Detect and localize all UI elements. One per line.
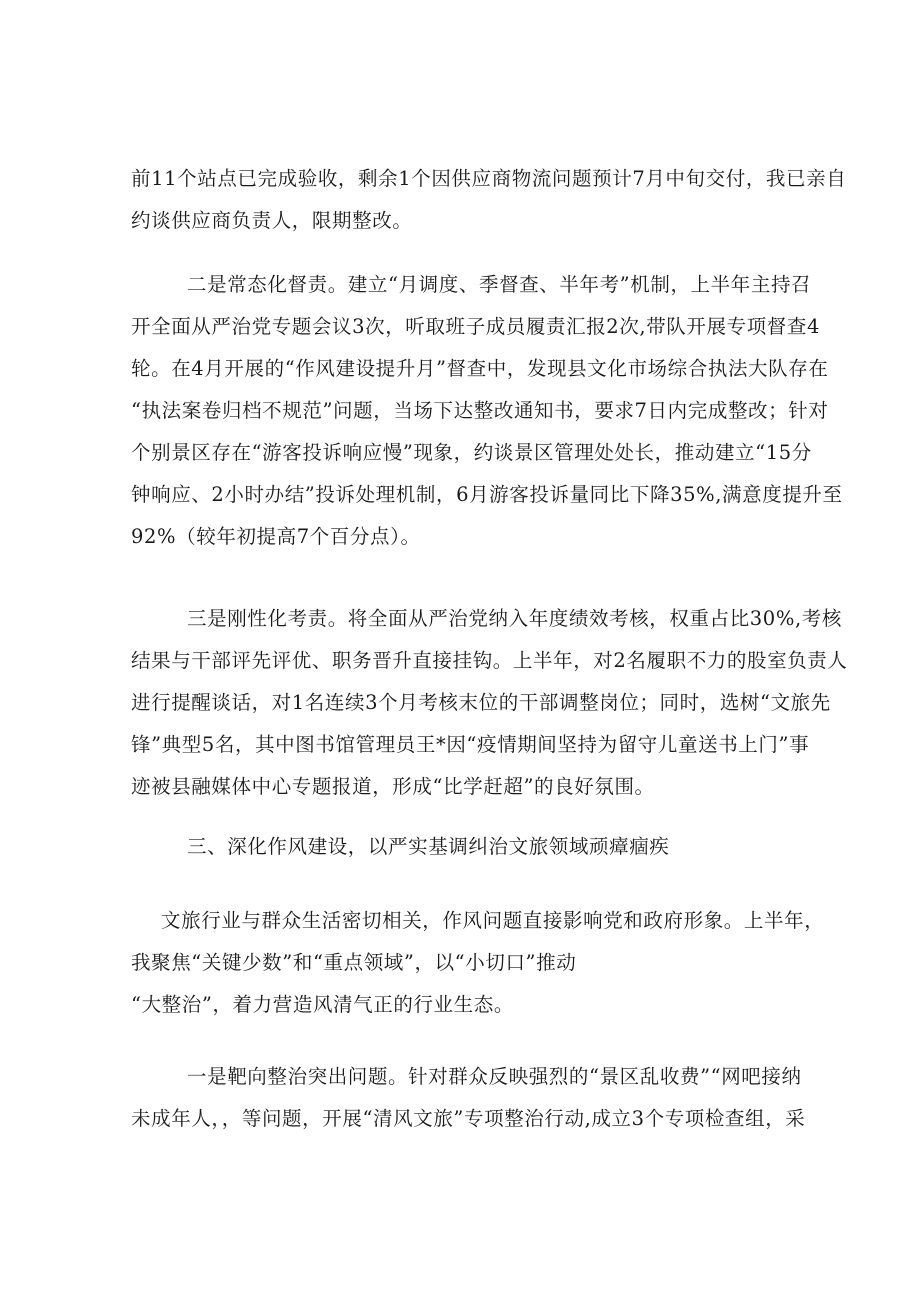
paragraph-line: 开全面从严治党专题会议3次，听取班子成员履责汇报2次,带队开展专项督查4 bbox=[131, 315, 821, 338]
paragraph-rigid-accountability bbox=[131, 598, 848, 808]
paragraph-line: 文旅行业与群众生活密切相关，作风问题直接影响党和政府形象。上半年， bbox=[161, 909, 825, 932]
paragraph-line: “执法案卷归档不规范”问题，当场下达整改通知书，要求7日内完成整改；针对 bbox=[131, 399, 829, 422]
paragraph-line: 我聚焦“关键少数”和“重点领域”，以“小切口”推动 bbox=[131, 951, 577, 974]
paragraph-line: 未成年人，，等问题，开展“清风文旅”专项整治行动,成立3个专项检查组，采 bbox=[131, 1107, 806, 1130]
paragraph-line: 三是刚性化考责。将全面从严治党纳入年度绩效考核，权重占比30%,考核 bbox=[187, 607, 842, 630]
paragraph-regular-supervision bbox=[131, 264, 843, 558]
section-heading-text: 三、深化作风建设，以严实基调纠治文旅领域顽瘴痼疾 bbox=[187, 835, 670, 858]
paragraph-line: 钟响应、2小时办结”投诉处理机制，6月游客投诉量同比下降35%,满意度提升至 bbox=[131, 483, 843, 506]
paragraph-line: 轮。在4月开展的“作风建设提升月”督查中，发现县文化市场综合执法大队存在 bbox=[131, 357, 829, 380]
paragraph-line: 进行提醒谈话，对1名连续3个月考核末位的干部调整岗位；同时，选树“文旅先 bbox=[131, 691, 831, 714]
paragraph-line: 前11个站点已完成验收，剩余1个因供应商物流问题预计7月中旬交付，我已亲自 bbox=[131, 167, 847, 190]
paragraph-targeted-rectification bbox=[131, 1056, 806, 1140]
paragraph-line: 锋”典型5名，其中图书馆管理员王*因“疫情期间坚持为留守儿童送书上门”事 bbox=[131, 733, 810, 756]
paragraph-style-building bbox=[131, 900, 825, 1026]
paragraph-line: 一是靶向整治突出问题。针对群众反映强烈的“景区乱收费”“网吧接纳 bbox=[187, 1065, 802, 1088]
paragraph-line: 92%（较年初提高7个百分点）。 bbox=[131, 525, 421, 548]
paragraph-line: 结果与干部评先评优、职务晋升直接挂钩。上半年，对2名履职不力的股室负责人 bbox=[131, 649, 848, 672]
paragraph-line: 迹被县融媒体中心专题报道，形成“比学赶超”的良好氛围。 bbox=[131, 775, 655, 798]
paragraph-line: “大整治”，着力营造风清气正的行业生态。 bbox=[131, 993, 514, 1016]
section-heading bbox=[131, 826, 791, 868]
paragraph-line: 约谈供应商负责人，限期整改。 bbox=[131, 209, 413, 232]
paragraph-line: 个别景区存在“游客投诉响应慢”现象，约谈景区管理处处长，推动建立“15分 bbox=[131, 441, 812, 464]
paragraph-site-acceptance bbox=[131, 158, 847, 242]
paragraph-line: 二是常态化督责。建立“月调度、季督查、半年考”机制，上半年主持召 bbox=[187, 273, 812, 296]
